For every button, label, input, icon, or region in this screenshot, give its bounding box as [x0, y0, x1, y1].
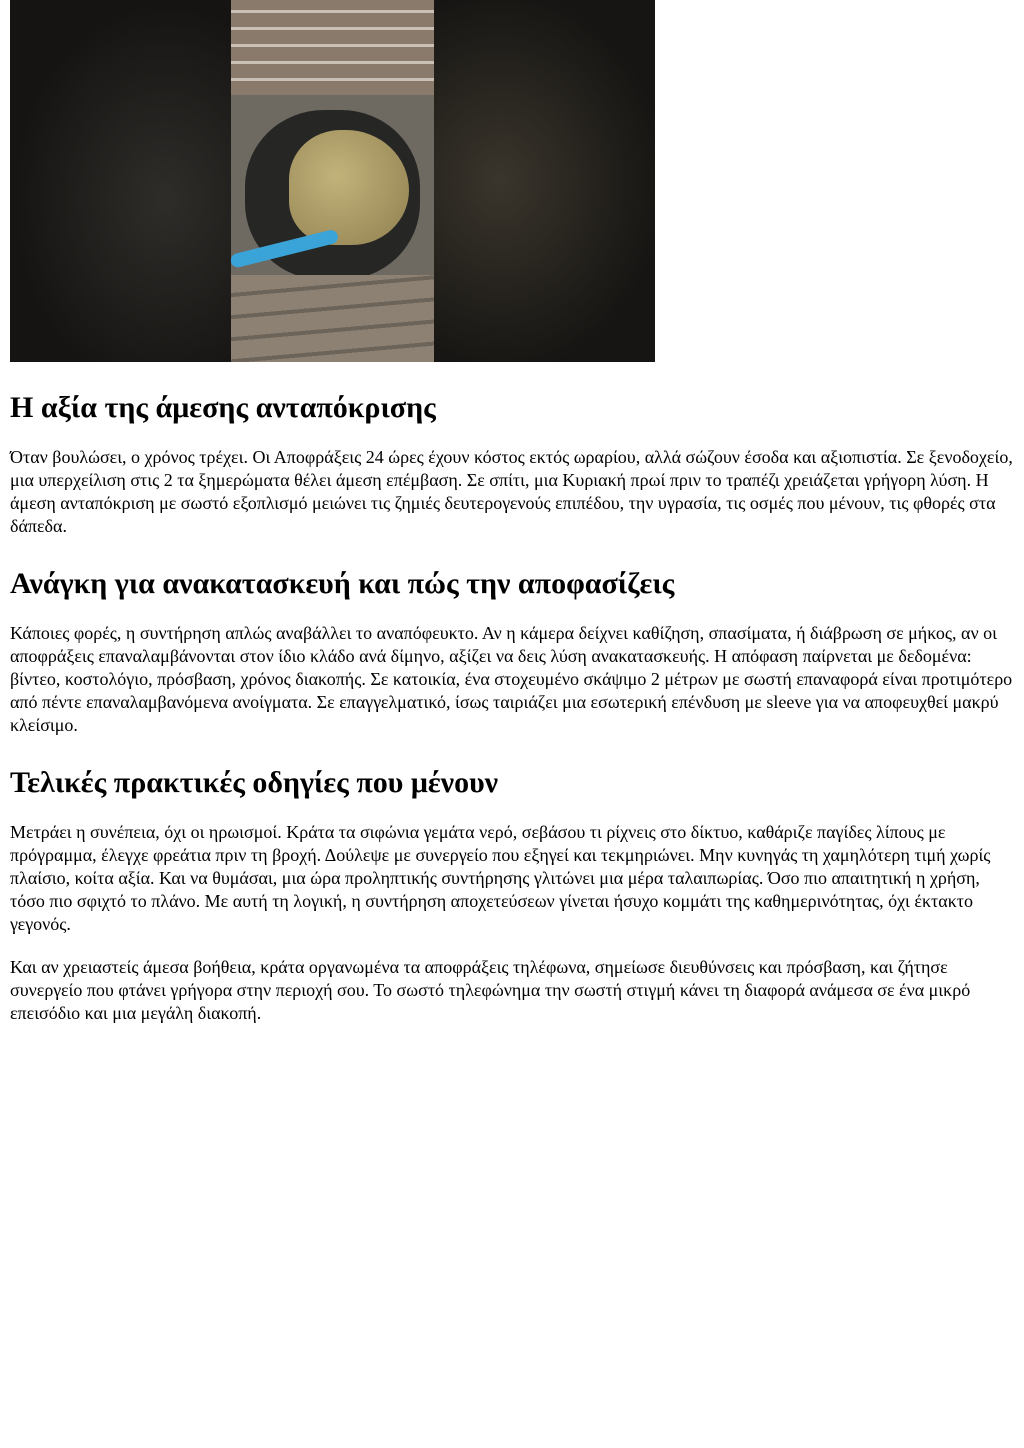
photo-blockage [289, 130, 409, 245]
photo-frame [231, 275, 434, 362]
paragraph: Όταν βουλώσει, ο χρόνος τρέχει. Οι Αποφράξεις 24 ώρες έχουν κόστος εκτός ωραρίου, αλλά σώζουν έσοδα και αξιοπιστία. Σε ξενοδοχείο, μια υπερχείλιση στις 2 τα ξημερώματα θέλει άμεση επέμβαση. Σε σπίτι, μια Κυριακή πρωί πριν το τραπέζι χρειάζεται γρήγορη λύση. Η άμεση ανταπόκριση με σωστό εξοπλισμό μειώνει τις ζημιές δευτερογενούς επιπέδου, την υγρασία, τις οσμές που μένουν, τις φθορές στα δάπεδα. [10, 447, 1013, 536]
section-heading: Η αξία της άμεσης ανταπόκρισης [10, 391, 436, 424]
paragraph: Και αν χρειαστείς άμεσα βοήθεια, κράτα οργανωμένα τα αποφράξεις τηλέφωνα, σημείωσε διευθύνσεις και πρόσβαση, και ζήτησε συνεργείο που φτάνει γρήγορα στην περιοχή σου. Το σωστό τηλεφώνημα την σωστή στιγμή κάνει τη διαφορά ανάμεσα σε ένα μικρό επεισόδιο και μια μεγάλη διακοπή. [10, 957, 971, 1023]
section-heading: Ανάγκη για ανακατασκευή και πώς την αποφασίζεις [10, 567, 675, 600]
paragraph: Μετράει η συνέπεια, όχι οι ηρωισμοί. Κράτα τα σιφώνια γεμάτα νερό, σεβάσου τι ρίχνεις στο δίκτυο, καθάριζε παγίδες λίπους με πρόγραμμα, έλεγχε φρεάτια πριν τη βροχή. Δούλεψε με συνεργείο που εξηγεί και τεκμηριώνει. Μην κυνηγάς τη χαμηλότερη τιμή χωρίς πλαίσιο, κοίτα αξία. Και να θυμάσαι, μια ώρα προληπτικής συντήρησης γλιτώνει μια μέρα ταλαιπωρίας. Όσο πιο απαιτητική η χρήση, τόσο πιο σφιχτό το πλάνο. Με αυτή τη λογική, η συντήρηση αποχετεύσεων γίνεται ήσυχο κομμάτι της καθημερινότητας, όχι έκτακτο γεγονός. [10, 822, 991, 934]
photo-blur-right [434, 0, 655, 362]
photo-blur-left [10, 0, 231, 362]
drain-blockage-photo [10, 0, 655, 362]
photo-center [231, 0, 434, 362]
section-heading: Τελικές πρακτικές οδηγίες που μένουν [10, 766, 499, 799]
photo-bricks [231, 0, 434, 95]
paragraph: Κάποιες φορές, η συντήρηση απλώς αναβάλλει το αναπόφευκτο. Αν η κάμερα δείχνει καθίζηση, σπασίματα, ή διάβρωση σε μήκος, αν οι αποφράξεις επαναλαμβάνονται στον ίδιο κλάδο ανά δίμηνο, αξίζει να δεις λύση ανακατασκευής. Η απόφαση παίρνεται με δεδομένα: βίντεο, κοστολόγιο, πρόσβαση, χρόνος διακοπής. Σε κατοικία, ένα στοχευμένο σκάψιμο 2 μέτρων με σωστή επαναφορά είναι προτιμότερο από πέντε επαναλαμβανόμενα ανοίγματα. Σε επαγγελματικό, ίσως ταιριάζει μια εσωτερική επένδυση με sleeve για να αποφευχθεί μακρύ κλείσιμο. [10, 623, 1013, 735]
